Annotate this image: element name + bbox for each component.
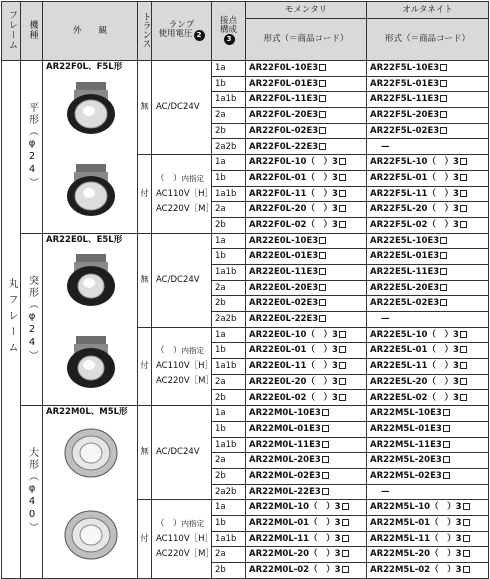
transformer-with: 付 <box>138 327 152 405</box>
model-code-momentary: AR22E0L-01（ ）3 <box>246 343 367 359</box>
contact-config: 1a <box>212 327 246 343</box>
contact-config: 2b <box>212 563 246 579</box>
model-code-alternate: AR22E5L-11（ ）3 <box>367 359 489 375</box>
model-code-alternate: AR22E5L-02（ ）3 <box>367 390 489 406</box>
checkbox-mark <box>460 378 467 385</box>
checkbox-mark <box>322 472 329 479</box>
model-code-momentary: AR22F0L-01E3 <box>246 76 367 92</box>
checkbox-mark <box>322 456 329 463</box>
model-code-alternate: AR22M5L-20（ ）3 <box>367 547 489 563</box>
transformer-with: 付 <box>138 155 152 233</box>
checkbox-mark <box>322 488 329 495</box>
model-code-alternate: — <box>367 484 489 500</box>
model-code-alternate: AR22M5L-20E3 <box>367 453 489 469</box>
model-code-alternate: AR22M5L-01E3 <box>367 421 489 437</box>
checkbox-mark <box>339 362 346 369</box>
checkbox-mark <box>339 221 346 228</box>
model-code-alternate: AR22E5L-02E3 <box>367 296 489 312</box>
contact-config: 2a <box>212 374 246 390</box>
checkbox-mark <box>460 158 467 165</box>
model-series-title: AR22F0L、F5L形 <box>46 62 123 72</box>
checkbox-mark <box>460 190 467 197</box>
checkbox-mark <box>339 331 346 338</box>
model-code-momentary: AR22M0L-22E3 <box>246 484 367 500</box>
checkbox-mark <box>319 111 326 118</box>
model-code-momentary: AR22M0L-11（ ）3 <box>246 531 367 547</box>
checkbox-mark <box>460 174 467 181</box>
header-contact: 接点 構成 3 <box>212 2 246 61</box>
model-code-momentary: AR22E0L-11E3 <box>246 264 367 280</box>
checkbox-mark <box>319 127 326 134</box>
product-spec-table <box>1 1 489 579</box>
checkbox-mark <box>443 425 450 432</box>
model-code-momentary: AR22F0L-01（ ）3 <box>246 170 367 186</box>
model-code-momentary: AR22E0L-01E3 <box>246 249 367 265</box>
model-code-momentary: AR22E0L-02（ ）3 <box>246 390 367 406</box>
model-code-momentary: AR22M0L-02E3 <box>246 468 367 484</box>
model-code-alternate: AR22F5L-20E3 <box>367 108 489 124</box>
product-photo-unlit <box>46 421 135 483</box>
table-row <box>2 61 489 77</box>
model-code-momentary: AR22F0L-22E3 <box>246 139 367 155</box>
header-type: 機種 <box>21 2 43 61</box>
checkbox-mark <box>319 237 326 244</box>
model-code-momentary: AR22F0L-20E3 <box>246 108 367 124</box>
model-code-alternate: AR22F5L-10E3 <box>367 61 489 77</box>
model-code-momentary: AR22M0L-02（ ）3 <box>246 563 367 579</box>
checkbox-mark <box>440 252 447 259</box>
product-photo-lit <box>46 158 135 220</box>
model-code-alternate: AR22F5L-01（ ）3 <box>367 170 489 186</box>
model-code-momentary: AR22M0L-11E3 <box>246 437 367 453</box>
model-code-momentary: AR22E0L-20E3 <box>246 280 367 296</box>
model-code-alternate: AR22E5L-10E3 <box>367 233 489 249</box>
note-marker-2: 2 <box>194 30 205 41</box>
model-code-alternate: AR22F5L-10（ ）3 <box>367 155 489 171</box>
contact-config: 1a1b <box>212 359 246 375</box>
contact-config: 2b <box>212 123 246 139</box>
model-code-alternate: AR22E5L-20（ ）3 <box>367 374 489 390</box>
checkbox-mark <box>463 535 470 542</box>
checkbox-mark <box>443 441 450 448</box>
checkbox-mark <box>463 519 470 526</box>
contact-config: 1a1b <box>212 531 246 547</box>
checkbox-mark <box>339 174 346 181</box>
transformer-none: 無 <box>138 233 152 327</box>
model-code-momentary: AR22M0L-10（ ）3 <box>246 500 367 516</box>
model-code-momentary: AR22E0L-10（ ）3 <box>246 327 367 343</box>
model-code-alternate: AR22M5L-10（ ）3 <box>367 500 489 516</box>
model-code-alternate: AR22F5L-20（ ）3 <box>367 202 489 218</box>
checkbox-mark <box>342 535 349 542</box>
model-code-momentary: AR22M0L-20E3 <box>246 453 367 469</box>
lamp-voltage-with: （ ）内指定 AC110V［H］ AC220V［M］ <box>152 500 212 578</box>
model-series-title: AR22M0L、M5L形 <box>46 407 128 418</box>
model-code-momentary: AR22F0L-10（ ）3 <box>246 155 367 171</box>
checkbox-mark <box>440 237 447 244</box>
checkbox-mark <box>319 299 326 306</box>
table-row <box>2 233 489 249</box>
model-code-momentary: AR22M0L-01（ ）3 <box>246 515 367 531</box>
contact-config: 2a <box>212 108 246 124</box>
model-code-alternate: AR22M5L-10E3 <box>367 406 489 422</box>
model-code-momentary: AR22E0L-02E3 <box>246 296 367 312</box>
header-alternate: オルタネイト <box>367 2 489 19</box>
model-series-title: AR22E0L、E5L形 <box>46 234 123 245</box>
contact-config: 2b <box>212 390 246 406</box>
contact-config: 1b <box>212 249 246 265</box>
checkbox-mark <box>440 127 447 134</box>
checkbox-mark <box>339 158 346 165</box>
checkbox-mark <box>443 472 450 479</box>
contact-config: 1b <box>212 515 246 531</box>
transformer-none: 無 <box>138 406 152 500</box>
model-code-alternate: AR22E5L-01E3 <box>367 249 489 265</box>
contact-config: 2a <box>212 280 246 296</box>
header-appearance: 外 観 <box>43 2 138 61</box>
checkbox-mark <box>460 205 467 212</box>
checkbox-mark <box>440 64 447 71</box>
contact-config: 2a2b <box>212 312 246 328</box>
model-code-momentary: AR22F0L-02（ ）3 <box>246 217 367 233</box>
contact-config: 1a <box>212 233 246 249</box>
checkbox-mark <box>443 409 450 416</box>
model-code-alternate: AR22M5L-02E3 <box>367 468 489 484</box>
checkbox-mark <box>322 425 329 432</box>
frame-label: 丸フレーム <box>2 61 21 579</box>
lamp-voltage-with: （ ）内指定 AC110V［H］ AC220V［M］ <box>152 327 212 405</box>
model-code-momentary: AR22E0L-20（ ）3 <box>246 374 367 390</box>
checkbox-mark <box>319 64 326 71</box>
header-model-code-alternate: 形式（＝商品コード） <box>367 19 489 61</box>
model-code-momentary: AR22M0L-01E3 <box>246 421 367 437</box>
contact-config: 2a2b <box>212 484 246 500</box>
checkbox-mark <box>443 456 450 463</box>
contact-config: 1a1b <box>212 264 246 280</box>
contact-config: 2a <box>212 453 246 469</box>
model-code-momentary: AR22F0L-11（ ）3 <box>246 186 367 202</box>
checkbox-mark <box>319 95 326 102</box>
type-label: 突形（φ24） <box>21 233 43 406</box>
contact-config: 1b <box>212 76 246 92</box>
model-code-momentary: AR22F0L-20（ ）3 <box>246 202 367 218</box>
model-code-alternate: AR22F5L-02（ ）3 <box>367 217 489 233</box>
type-label: 平形（φ24） <box>21 61 43 234</box>
contact-config: 1b <box>212 421 246 437</box>
model-code-momentary: AR22F0L-10E3 <box>246 61 367 77</box>
header-momentary: モメンタリ <box>246 2 367 19</box>
checkbox-mark <box>319 315 326 322</box>
model-code-alternate: AR22F5L-02E3 <box>367 123 489 139</box>
header-model-code-momentary: 形式（＝商品コード） <box>246 19 367 61</box>
checkbox-mark <box>319 268 326 275</box>
header-frame: フレーム <box>2 2 21 61</box>
appearance-cell <box>43 61 138 234</box>
checkbox-mark <box>440 284 447 291</box>
lamp-voltage-with: （ ）内指定 AC110V［H］ AC220V［M］ <box>152 155 212 233</box>
type-label: 大形（φ40） <box>21 406 43 579</box>
checkbox-mark <box>319 143 326 150</box>
header-transformer: トランス <box>138 2 152 61</box>
model-code-momentary: AR22E0L-11（ ）3 <box>246 359 367 375</box>
transformer-none: 無 <box>138 61 152 155</box>
contact-config: 1b <box>212 343 246 359</box>
product-photo-lit <box>46 503 135 565</box>
checkbox-mark <box>440 268 447 275</box>
model-code-momentary: AR22F0L-02E3 <box>246 123 367 139</box>
model-code-alternate: — <box>367 139 489 155</box>
checkbox-mark <box>342 519 349 526</box>
model-code-alternate: AR22M5L-11（ ）3 <box>367 531 489 547</box>
checkbox-mark <box>339 378 346 385</box>
model-code-alternate: AR22F5L-11E3 <box>367 92 489 108</box>
model-code-alternate: AR22E5L-11E3 <box>367 264 489 280</box>
checkbox-mark <box>460 221 467 228</box>
model-code-alternate: AR22E5L-20E3 <box>367 280 489 296</box>
checkbox-mark <box>319 252 326 259</box>
model-code-momentary: AR22E0L-22E3 <box>246 312 367 328</box>
model-code-alternate: AR22M5L-11E3 <box>367 437 489 453</box>
checkbox-mark <box>440 80 447 87</box>
checkbox-mark <box>463 550 470 557</box>
product-photo-lit <box>46 330 135 392</box>
checkbox-mark <box>319 80 326 87</box>
transformer-with: 付 <box>138 500 152 578</box>
lamp-voltage-none: AC/DC24V <box>152 406 212 500</box>
checkbox-mark <box>342 550 349 557</box>
checkbox-mark <box>339 190 346 197</box>
model-code-momentary: AR22F0L-11E3 <box>246 92 367 108</box>
contact-config: 2b <box>212 468 246 484</box>
contact-config: 1a1b <box>212 92 246 108</box>
checkbox-mark <box>339 205 346 212</box>
model-code-alternate: AR22E5L-01（ ）3 <box>367 343 489 359</box>
lamp-voltage-none: AC/DC24V <box>152 233 212 327</box>
checkbox-mark <box>440 111 447 118</box>
checkbox-mark <box>460 331 467 338</box>
contact-config: 1a <box>212 155 246 171</box>
checkbox-mark <box>463 566 470 573</box>
contact-config: 1b <box>212 170 246 186</box>
contact-config: 1a <box>212 61 246 77</box>
contact-config: 1a <box>212 500 246 516</box>
model-code-alternate: AR22M5L-01（ ）3 <box>367 515 489 531</box>
model-code-momentary: AR22M0L-20（ ）3 <box>246 547 367 563</box>
product-photo-unlit <box>46 76 135 138</box>
checkbox-mark <box>440 95 447 102</box>
contact-config: 2a <box>212 202 246 218</box>
header-lamp-voltage: ランプ 使用電圧 2 <box>152 2 212 61</box>
appearance-cell <box>43 233 138 406</box>
checkbox-mark <box>322 409 329 416</box>
model-code-momentary: AR22M0L-10E3 <box>246 406 367 422</box>
checkbox-mark <box>460 394 467 401</box>
model-code-alternate: AR22F5L-01E3 <box>367 76 489 92</box>
model-code-alternate: AR22E5L-10（ ）3 <box>367 327 489 343</box>
checkbox-mark <box>440 299 447 306</box>
lamp-voltage-none: AC/DC24V <box>152 61 212 155</box>
appearance-cell <box>43 406 138 579</box>
contact-config: 2a <box>212 547 246 563</box>
contact-config: 2b <box>212 296 246 312</box>
checkbox-mark <box>322 441 329 448</box>
contact-config: 1a1b <box>212 437 246 453</box>
checkbox-mark <box>342 503 349 510</box>
contact-config: 1a1b <box>212 186 246 202</box>
model-code-alternate: AR22M5L-02（ ）3 <box>367 563 489 579</box>
table-row <box>2 406 489 422</box>
contact-config: 2b <box>212 217 246 233</box>
checkbox-mark <box>460 362 467 369</box>
product-photo-unlit <box>46 248 135 310</box>
checkbox-mark <box>342 566 349 573</box>
contact-config: 1a <box>212 406 246 422</box>
checkbox-mark <box>319 284 326 291</box>
checkbox-mark <box>460 346 467 353</box>
checkbox-mark <box>463 503 470 510</box>
checkbox-mark <box>339 394 346 401</box>
model-code-alternate: — <box>367 312 489 328</box>
model-code-momentary: AR22E0L-10E3 <box>246 233 367 249</box>
note-marker-3: 3 <box>224 34 235 45</box>
checkbox-mark <box>339 346 346 353</box>
model-code-alternate: AR22F5L-11（ ）3 <box>367 186 489 202</box>
contact-config: 2a2b <box>212 139 246 155</box>
